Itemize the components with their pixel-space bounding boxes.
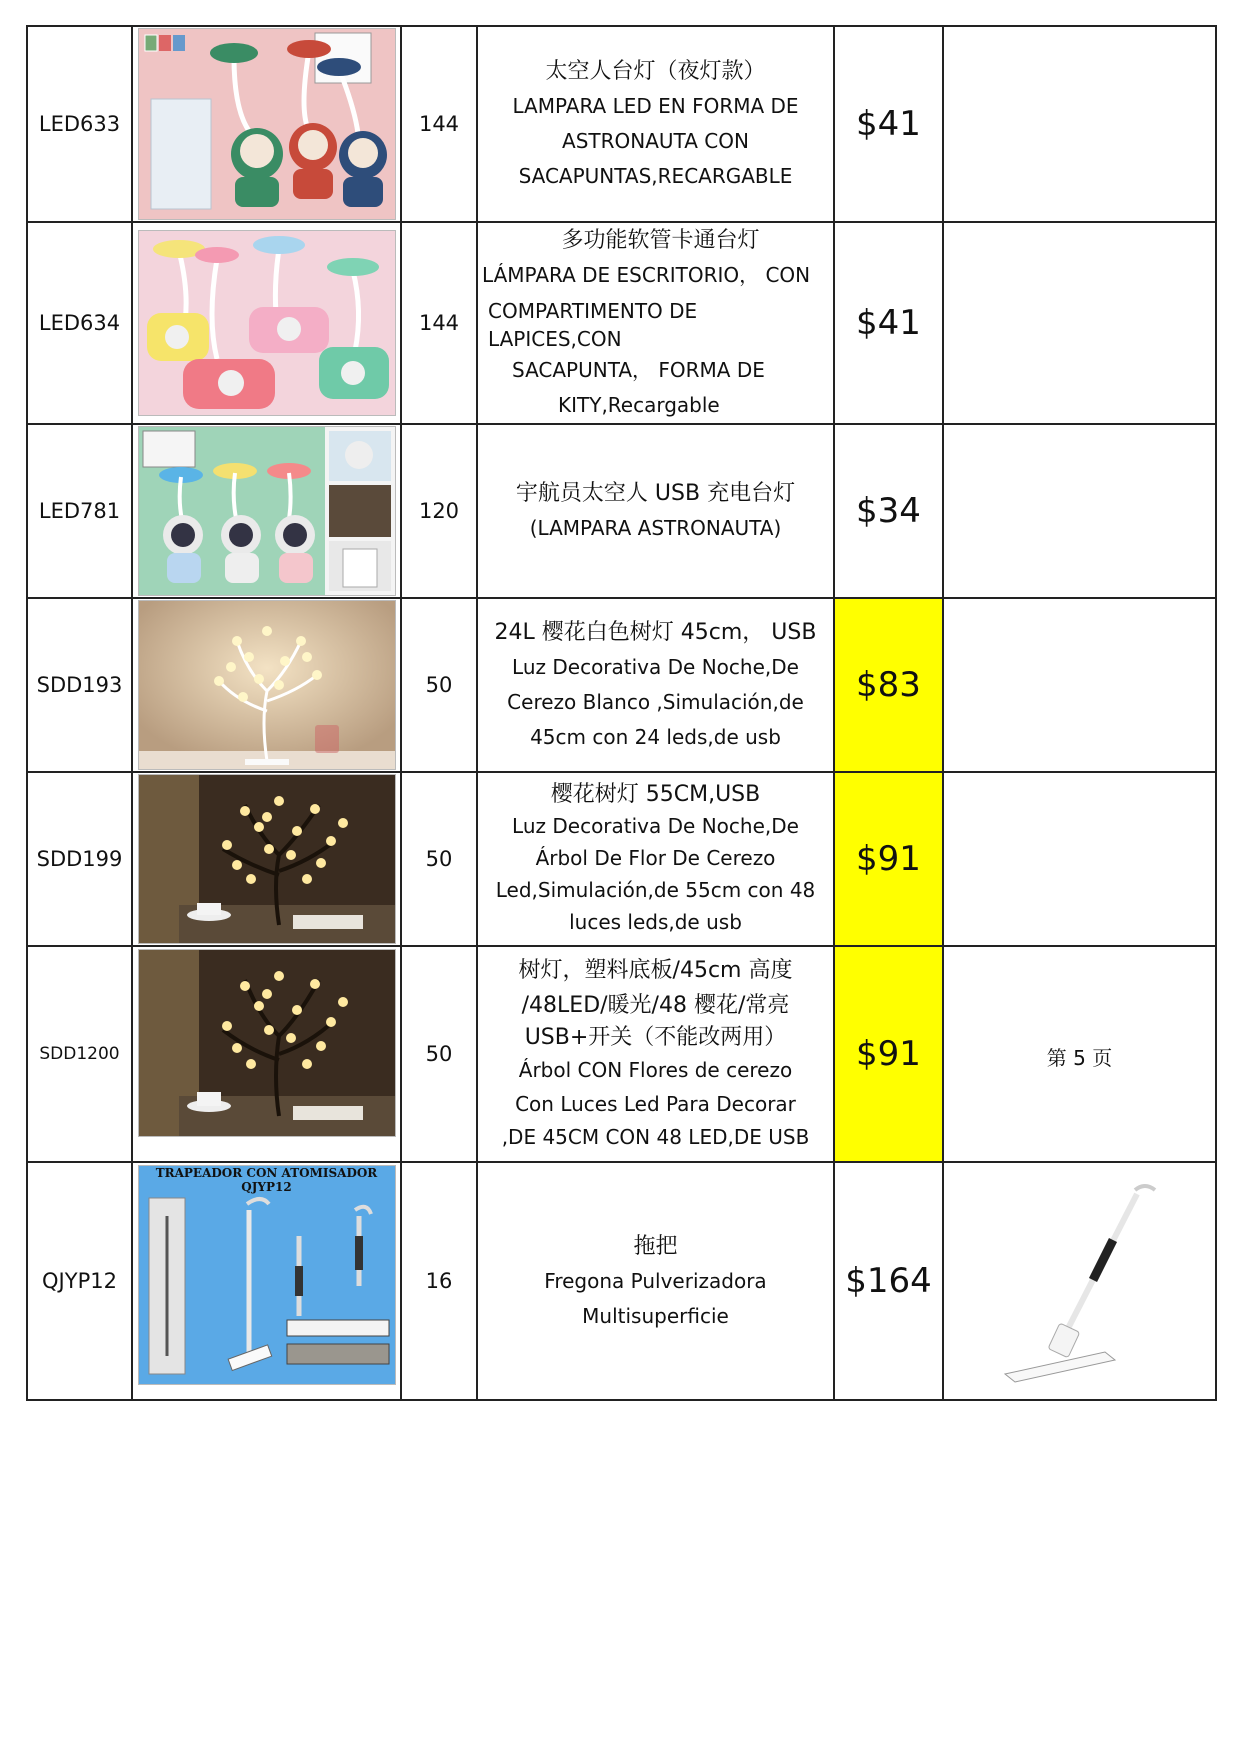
description-line: 拖把	[633, 1233, 678, 1259]
product-price: $164	[834, 1162, 943, 1400]
description-line: 多功能软管卡通台灯	[561, 228, 760, 253]
product-quantity: 120	[401, 424, 477, 598]
page-number: 第 5 页	[1046, 1045, 1113, 1070]
table-row	[27, 772, 1216, 946]
product-quantity: 50	[401, 946, 477, 1162]
description-line: Led,Simulación,de 55cm con 48	[495, 878, 816, 902]
product-code: SDD193	[27, 598, 132, 772]
table-row	[27, 598, 1216, 772]
description-line: (LAMPARA ASTRONAUTA)	[529, 516, 782, 540]
photo-caption-line: TRAPEADOR CON ATOMISADOR	[155, 1166, 378, 1180]
table-row	[27, 222, 1216, 424]
description-line: LAMPARA LED EN FORMA DE	[512, 94, 799, 118]
product-description	[477, 946, 834, 1162]
product-image	[138, 600, 396, 770]
product-description	[477, 772, 834, 946]
description-line: 树灯，塑料底板/45cm 高度	[518, 958, 793, 983]
product-code: SDD199	[27, 772, 132, 946]
table-row	[27, 946, 1216, 1162]
product-quantity: 50	[401, 598, 477, 772]
product-image	[138, 949, 396, 1137]
description-line: SACAPUNTA， FORMA DE	[512, 358, 765, 382]
notes-cell	[943, 598, 1216, 772]
description-line: COMPARTIMENTO DE	[488, 299, 698, 323]
description-line: Fregona Pulverizadora	[544, 1268, 767, 1293]
product-code: QJYP12	[27, 1162, 132, 1400]
description-line: USB+开关（不能改两用）	[524, 1025, 787, 1050]
description-line: Árbol CON Flores de cerezo	[518, 1058, 793, 1082]
product-price: $91	[834, 772, 943, 946]
product-table	[26, 25, 1217, 1401]
photo-caption-line: QJYP12	[241, 1180, 292, 1194]
product-photo	[132, 598, 401, 772]
description-line: Luz Decorativa De Noche,De	[512, 814, 799, 838]
product-price: $83	[834, 598, 943, 772]
description-line: Multisuperficie	[582, 1303, 729, 1328]
product-photo	[132, 946, 401, 1162]
description-line: 太空人台灯（夜灯款）	[545, 59, 766, 84]
product-description	[477, 26, 834, 222]
notes-cell	[943, 26, 1216, 222]
description-line: SACAPUNTAS,RECARGABLE	[518, 164, 793, 188]
product-image	[138, 28, 396, 220]
description-line: Con Luces Led Para Decorar	[515, 1092, 796, 1116]
product-quantity: 50	[401, 772, 477, 946]
product-price: $91	[834, 946, 943, 1162]
description-line: 45cm con 24 leds,de usb	[530, 725, 781, 749]
product-photo	[132, 1162, 401, 1400]
notes-cell	[943, 1162, 1216, 1400]
product-description	[477, 1162, 834, 1400]
product-photo	[132, 26, 401, 222]
product-image	[138, 230, 396, 416]
description-line: 24L 樱花白色树灯 45cm， USB	[494, 620, 817, 645]
product-code: LED633	[27, 26, 132, 222]
table-row	[27, 26, 1216, 222]
product-photo	[132, 222, 401, 424]
notes-cell	[943, 424, 1216, 598]
description-line: ASTRONAUTA CON	[562, 129, 749, 153]
description-line: LÁMPARA DE ESCRITORIO， CON	[482, 263, 811, 287]
description-line: ,DE 45CM CON 48 LED,DE USB	[501, 1125, 810, 1149]
product-photo	[132, 424, 401, 598]
product-code: SDD1200	[27, 946, 132, 1162]
description-line: Árbol De Flor De Cerezo	[535, 846, 776, 870]
description-line: LAPICES,CON	[488, 327, 622, 351]
notes-cell	[943, 946, 1216, 1162]
notes-cell	[943, 772, 1216, 946]
table-row	[27, 1162, 1216, 1400]
product-image	[138, 1165, 396, 1385]
description-line: luces leds,de usb	[569, 910, 742, 934]
description-line: 宇航员太空人 USB 充电台灯	[515, 481, 796, 506]
product-quantity: 16	[401, 1162, 477, 1400]
description-line: 樱花树灯 55CM,USB	[550, 782, 761, 807]
table-row	[27, 424, 1216, 598]
description-line: /48LED/暖光/48 樱花/常亮	[521, 993, 790, 1018]
description-line: KITY,Recargable	[558, 393, 720, 417]
product-photo	[132, 772, 401, 946]
product-code: LED781	[27, 424, 132, 598]
mop-photo	[995, 1176, 1165, 1386]
product-description	[477, 222, 834, 424]
description-line: Cerezo Blanco ,Simulación,de	[507, 690, 804, 714]
product-price: $41	[834, 26, 943, 222]
product-image	[138, 774, 396, 944]
product-quantity: 144	[401, 26, 477, 222]
product-quantity: 144	[401, 222, 477, 424]
product-price: $34	[834, 424, 943, 598]
notes-cell	[943, 222, 1216, 424]
product-price: $41	[834, 222, 943, 424]
product-description	[477, 598, 834, 772]
description-line: Luz Decorativa De Noche,De	[512, 655, 799, 679]
product-code: LED634	[27, 222, 132, 424]
product-image	[138, 426, 396, 596]
product-description	[477, 424, 834, 598]
